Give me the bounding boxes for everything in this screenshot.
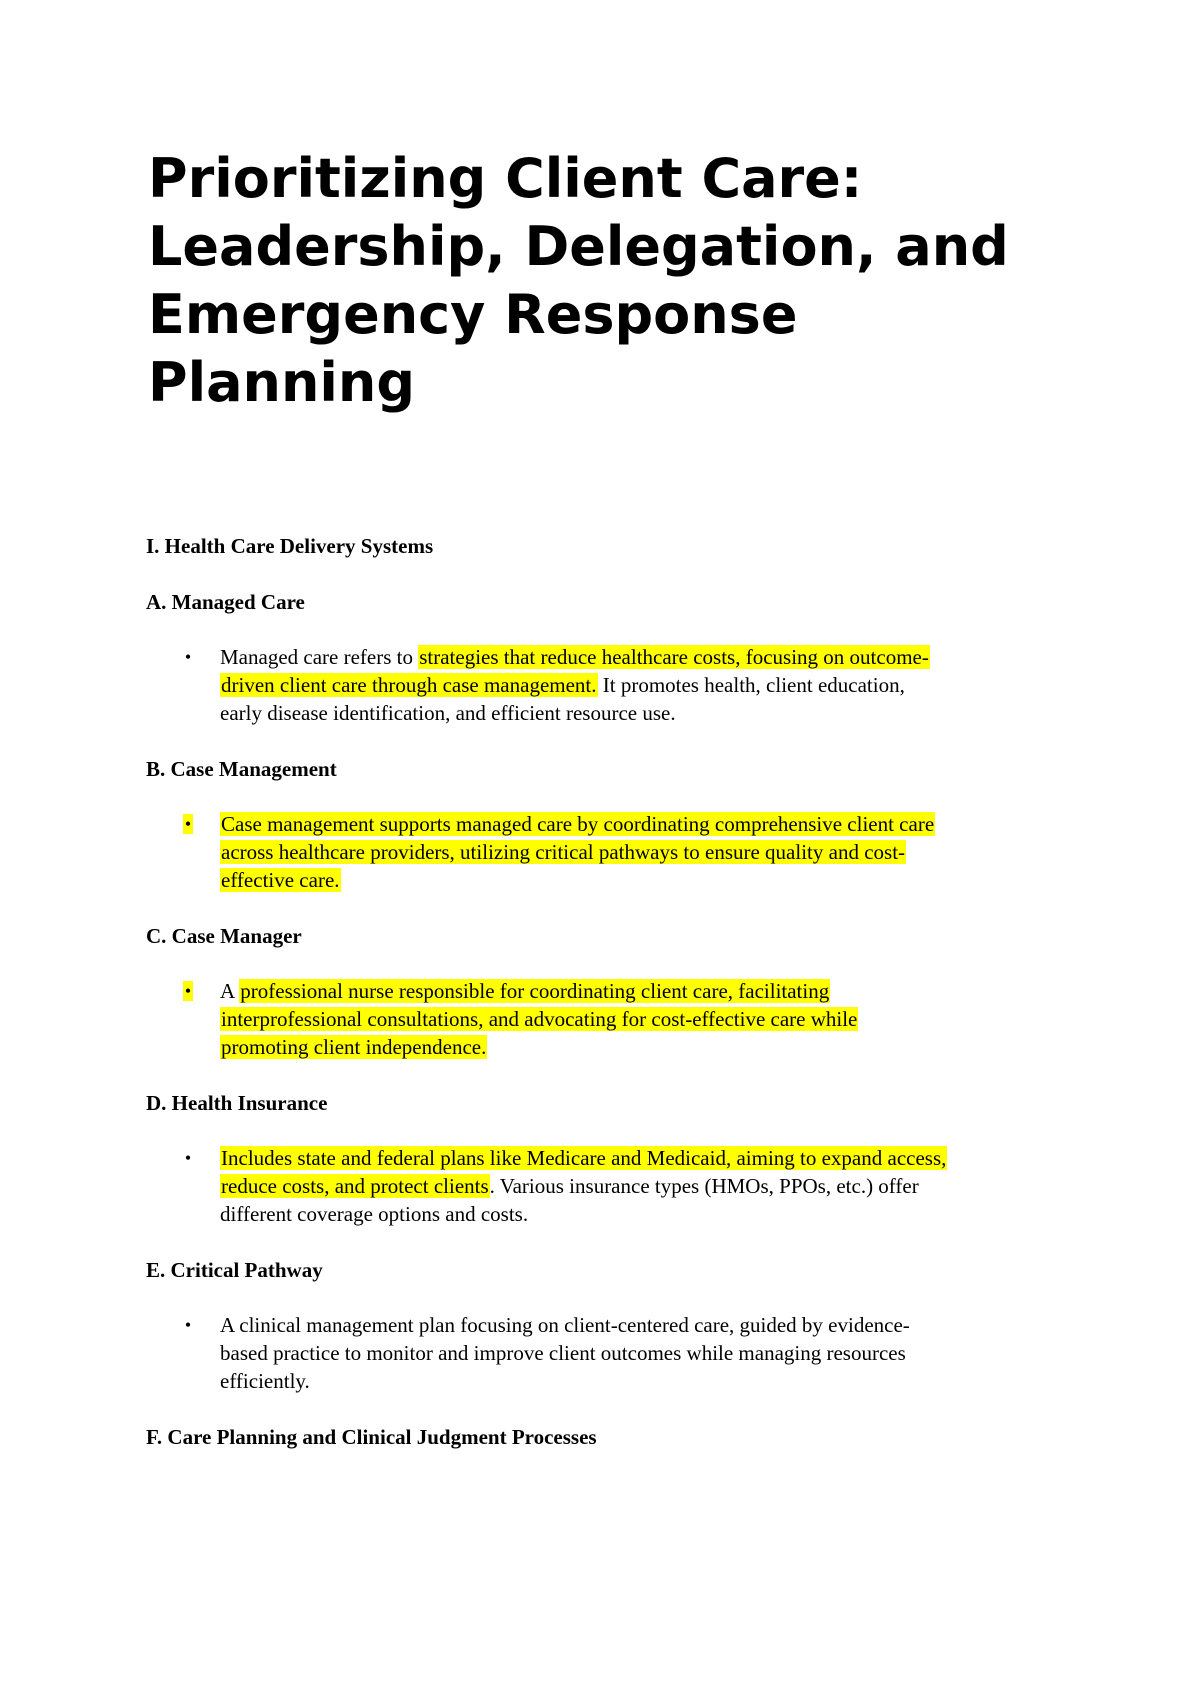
bullet-text-line [220,866,1086,894]
plain-text: A clinical management plan focusing on client-centered care, guided by evidence- [220,1313,910,1337]
highlighted-text: driven client care through case management. [221,673,597,697]
title-line: Emergency Response [148,283,798,346]
plain-text: based practice to monitor and improve client outcomes while managing resources [220,1341,906,1365]
section-heading: A. Managed Care [146,590,305,614]
highlighted-text: across healthcare providers, utilizing critical pathways to ensure quality and cost- [221,840,906,864]
bullet-text-line [220,1172,1086,1200]
section-heading: D. Health Insurance [146,1091,328,1115]
section-heading: B. Case Management [146,757,337,781]
highlighted-text: Includes state and federal plans like Medicare and Medicaid, aiming to expand access, [221,1146,947,1170]
bullet-text-line [220,699,1086,727]
bullet-icon: • [184,647,192,667]
bullet-icon: • [184,1315,192,1335]
section-heading: C. Case Manager [146,924,302,948]
highlighted-text: professional nurse responsible for coordinating client care, facilitating [240,979,830,1003]
bullet-item [146,1311,1086,1395]
highlighted-text: promoting client independence. [221,1035,487,1059]
bullet-icon: • [184,1148,192,1168]
plain-text: It promotes health, client education, [597,673,905,697]
main-heading: I. Health Care Delivery Systems [146,534,434,558]
bullet-item [146,1144,1086,1228]
bullet-text-line [220,838,1086,866]
plain-text: A [220,979,240,1003]
bullet-text-line [220,1339,1086,1367]
bullet-item [146,810,1086,894]
bullet-text-line [220,1005,1086,1033]
plain-text: . Various insurance types (HMOs, PPOs, etc.) offer [489,1174,919,1198]
document-body [146,532,1086,1478]
title-line: Leadership, Delegation, and [148,215,1009,278]
plain-text: early disease identification, and efficient resource use. [220,701,676,725]
bullet-icon: • [184,814,192,834]
bullet-text-line [220,671,1086,699]
bullet-text-line [220,1144,1086,1172]
plain-text: Managed care refers to [220,645,419,669]
bullet-text-line [220,977,1086,1005]
highlighted-text: effective care. [221,868,340,892]
document-title [148,145,1068,417]
highlighted-text: reduce costs, and protect clients [221,1174,489,1198]
bullet-item [146,643,1086,727]
highlighted-text: Case management supports managed care by coordinating comprehensive client care [221,812,935,836]
bullet-text-line [220,1311,1086,1339]
highlighted-text: interprofessional consultations, and advocating for cost-effective care while [221,1007,858,1031]
plain-text: efficiently. [220,1369,310,1393]
section-heading: E. Critical Pathway [146,1258,323,1282]
section-heading: F. Care Planning and Clinical Judgment Processes [146,1425,597,1449]
title-line: Prioritizing Client Care: [148,147,863,210]
highlighted-text: strategies that reduce healthcare costs, focusing on outcome- [419,645,929,669]
bullet-text-line [220,810,1086,838]
bullet-text-line [220,1033,1086,1061]
bullet-text-line [220,1367,1086,1395]
section-list [146,588,1086,1451]
bullet-text-line [220,643,1086,671]
bullet-icon: • [184,981,192,1001]
bullet-text-line [220,1200,1086,1228]
plain-text: different coverage options and costs. [220,1202,529,1226]
title-line: Planning [148,351,416,414]
bullet-item [146,977,1086,1061]
